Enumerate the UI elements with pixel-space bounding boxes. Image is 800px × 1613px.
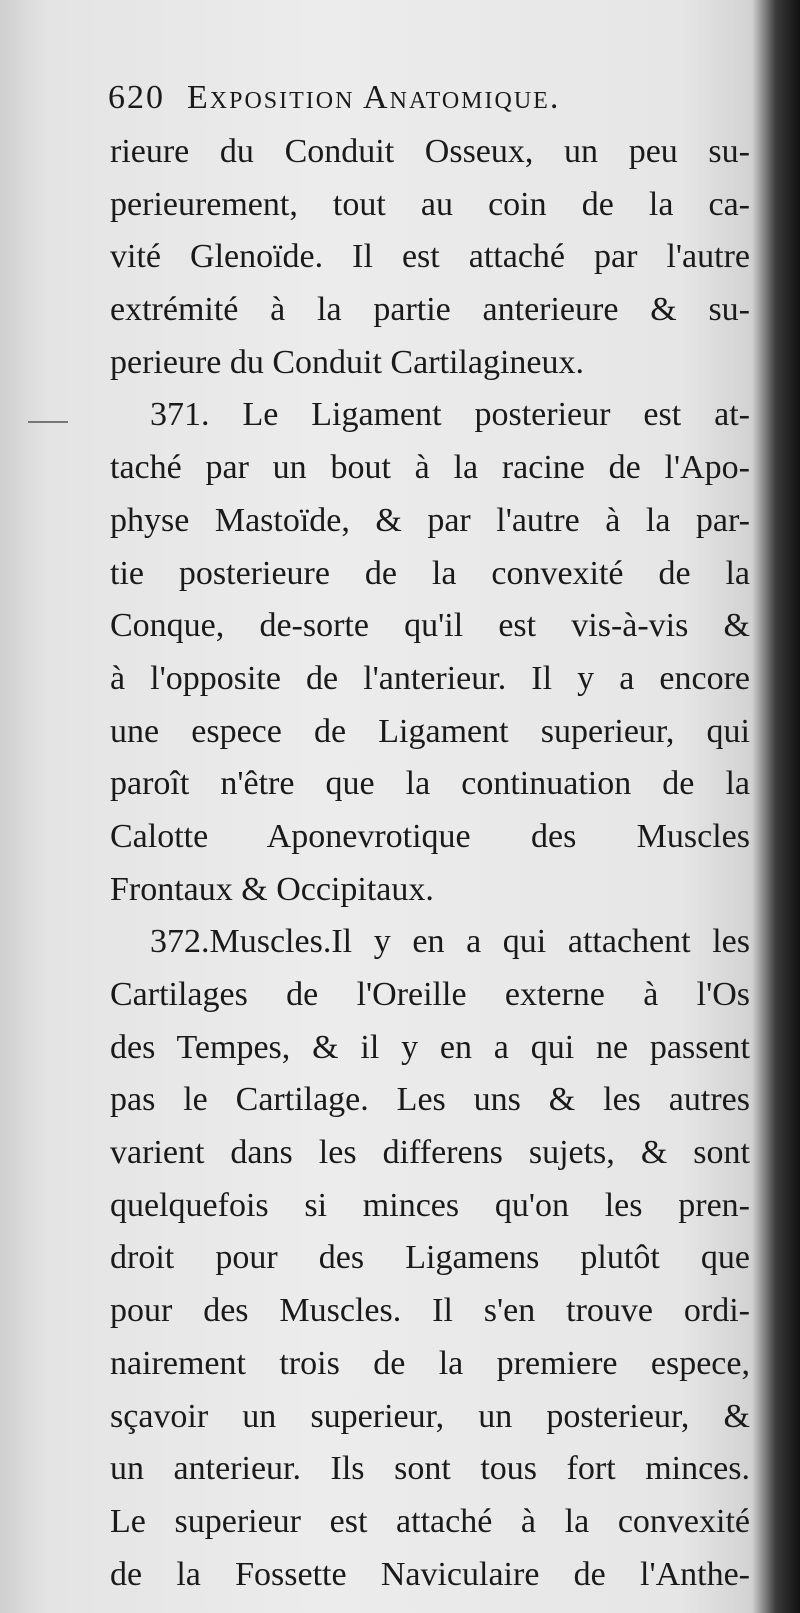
text-line: perieurement, tout au coin de la ca-	[110, 185, 750, 223]
text-line: Le superieur est attaché à la convexité	[110, 1502, 750, 1540]
text-line: perieure du Conduit Cartilagineux.	[110, 343, 584, 381]
text-line: extrémité à la partie anterieure & su-	[110, 291, 750, 329]
body-text	[110, 126, 750, 1601]
text-line: pas le Cartilage. Les uns & les autres	[110, 1081, 750, 1119]
text-line: Conque, de-sorte qu'il est vis-à-vis &	[110, 607, 750, 645]
text-line: à l'opposite de l'anterieur. Il y a encore	[110, 659, 750, 697]
text-line: pour des Muscles. Il s'en trouve ordi-	[110, 1292, 750, 1330]
page-number: 620	[108, 79, 165, 116]
text-line: nairement trois de la premiere espece,	[110, 1344, 750, 1382]
text-line: de la Fossette Naviculaire de l'Anthe-	[110, 1555, 750, 1593]
text-line: vité Glenoïde. Il est attaché par l'autre	[110, 238, 750, 276]
text-line: Frontaux & Occipitaux.	[110, 870, 434, 908]
text-line: droit pour des Ligamens plutôt que	[110, 1239, 750, 1277]
text-line: Calotte Aponevrotique des Muscles	[110, 817, 750, 855]
text-line: taché par un bout à la racine de l'Apo-	[110, 449, 750, 487]
text-line: tie posterieure de la convexité de la	[110, 554, 750, 592]
text-line: une espece de Ligament superieur, qui	[110, 712, 750, 750]
paragraph-start-372: 372.Muscles.Il y en a qui attachent les	[150, 923, 750, 961]
text-line: physe Mastoïde, & par l'autre à la par-	[110, 501, 750, 539]
text-line: des Tempes, & il y en a qui ne passent	[110, 1028, 750, 1066]
margin-mark	[28, 421, 68, 423]
text-line: rieure du Conduit Osseux, un peu su-	[110, 133, 750, 170]
text-line: Cartilages de l'Oreille externe à l'Os	[110, 976, 750, 1013]
running-header	[108, 72, 748, 124]
text-line: varient dans les differens sujets, & sont	[110, 1134, 750, 1172]
text-line: un anterieur. Ils sont tous fort minces.	[110, 1450, 750, 1488]
text-line: quelquefois si minces qu'on les pren-	[110, 1186, 750, 1224]
running-title: Exposition Anatomique.	[187, 79, 561, 116]
paragraph-start-371: 371. Le Ligament posterieur est at-	[150, 396, 750, 434]
text-line: paroît n'être que la continuation de la	[110, 765, 750, 803]
text-line: sçavoir un superieur, un posterieur, &	[110, 1397, 750, 1435]
